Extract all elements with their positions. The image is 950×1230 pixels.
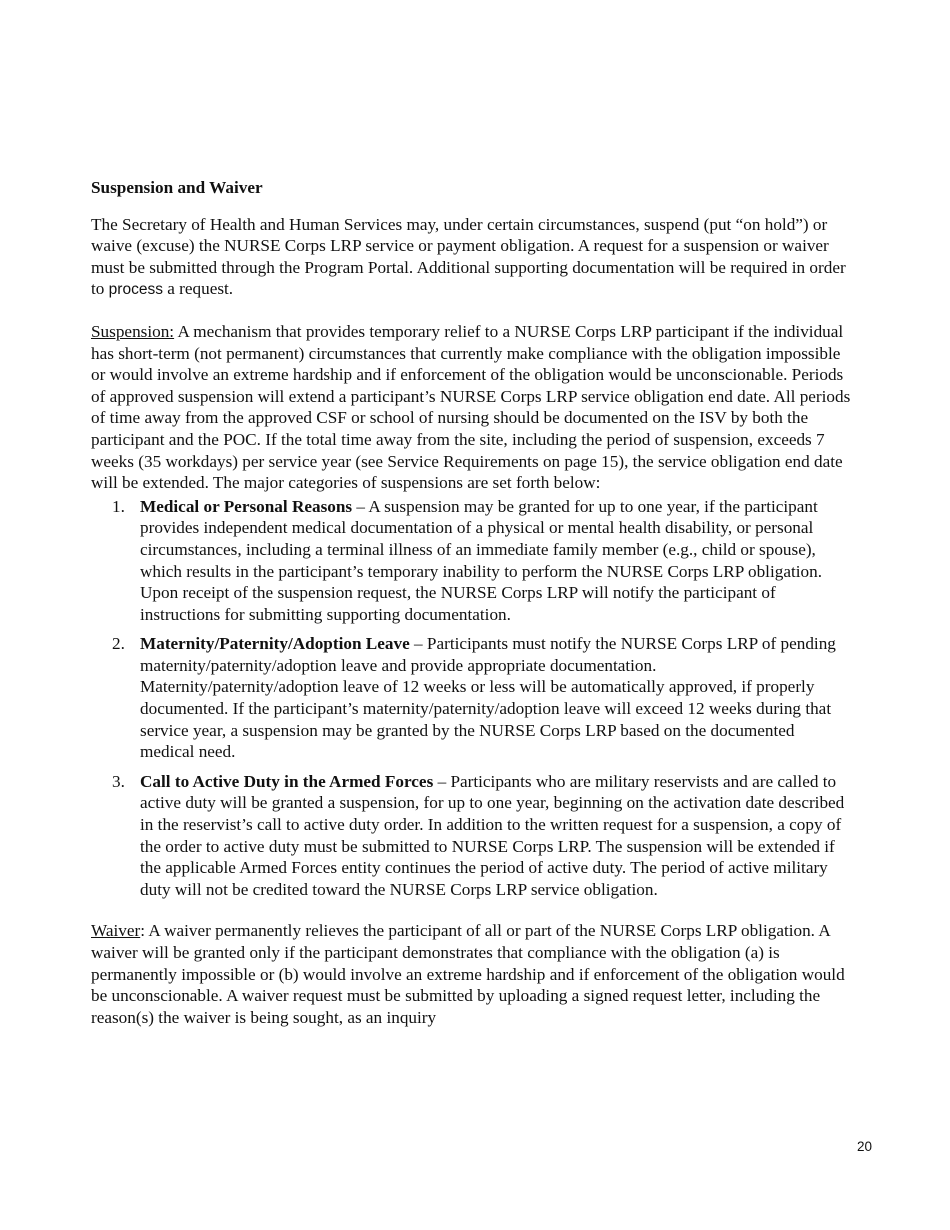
document-page	[91, 177, 851, 1028]
intro-text-b: a request.	[162, 279, 234, 299]
list-number: 1.	[112, 496, 125, 516]
intro-text-a: The Secretary of Health and Human Services may, under certain circumstances, suspend (put “on hold”) or waive (excuse) the NURSE Corps LRP service or payment obligation. A request for a suspension or waiver must be submitted through the Program Portal. Additional supporting documentation will be required in order to	[91, 214, 846, 299]
waiver-text: : A waiver permanently relieves the participant of all or part of the NURSE Corps LRP obligation. A waiver will be granted only if the participant demonstrates that compliance with the obligation (a) is permanently impossible or (b) would involve an extreme hardship and if enforcement of the obligation would be unconscionable. A waiver request must be submitted by uploading a signed request letter, including the reason(s) the waiver is being sought, as an inquiry	[91, 921, 845, 1027]
list-item-title: Medical or Personal Reasons	[140, 496, 353, 516]
section-heading: Suspension and Waiver	[91, 178, 263, 197]
waiver-paragraph	[91, 920, 851, 1028]
list-item-title: Maternity/Paternity/Adoption Leave	[140, 634, 410, 654]
list-item-active-duty	[91, 771, 851, 901]
list-item-text: – Participants who are military reservists and are called to active duty will be granted a suspension, for up to one year, beginning on the activation date described in the reservist’s call to active duty order. In addition to the written request for a suspension, a copy of the order to active duty must be submitted to NURSE Corps LRP. The suspension will be extended if the applicable Armed Forces entity continues the period of active duty. The period of active military duty will not be credited toward the NURSE Corps LRP service obligation.	[140, 771, 845, 899]
list-item-text: – A suspension may be granted for up to one year, if the participant provides independent medical documentation of a physical or mental health disability, or personal circumstances, including a terminal illness of an immediate family member (e.g., child or spouse), which results in the participant’s temporary inability to perform the NURSE Corps LRP obligation. Upon receipt of the suspension request, the NURSE Corps LRP will notify the participant of instructions for submitting supporting documentation.	[140, 496, 822, 624]
list-number: 2.	[112, 634, 125, 654]
list-item-text: – Participants must notify the NURSE Corps LRP of pending maternity/paternity/adoption leave and provide appropriate documentation. Maternity/paternity/adoption leave of 12 weeks or less will be automatically approved, if properly documented. If the participant’s maternity/paternity/adoption leave will exceed 12 weeks during that service year, a suspension may be granted by the NURSE Corps LRP based on the documented medical need.	[140, 634, 836, 762]
list-item-title: Call to Active Duty in the Armed Forces	[140, 771, 434, 791]
list-item-maternity	[91, 633, 851, 763]
intro-paragraph	[91, 214, 851, 301]
suspension-paragraph	[91, 321, 851, 494]
suspension-text: A mechanism that provides temporary relief to a NURSE Corps LRP participant if the individual has short-term (not permanent) circumstances that currently make compliance with the obligation impossible or would involve an extreme hardship and if enforcement of the obligation would be unconscionable. Periods of approved suspension will extend a participant’s NURSE Corps LRP service obligation end date. All periods of time away from the approved CSF or school of nursing should be documented on the ISV by both the participant and the POC. If the total time away from the site, including the period of suspension, exceeds 7 weeks (35 workdays) per service year (see Service Requirements on page 15), the service obligation end date will be extended. The major categories of suspensions are set forth below:	[91, 321, 851, 493]
list-item-medical	[91, 496, 851, 626]
suspension-categories-list	[91, 496, 851, 901]
waiver-label: Waiver	[91, 921, 141, 941]
suspension-label: Suspension:	[91, 321, 175, 341]
intro-text-sans: process	[108, 281, 163, 299]
page-number: 20	[857, 1139, 873, 1154]
list-number: 3.	[112, 771, 125, 791]
